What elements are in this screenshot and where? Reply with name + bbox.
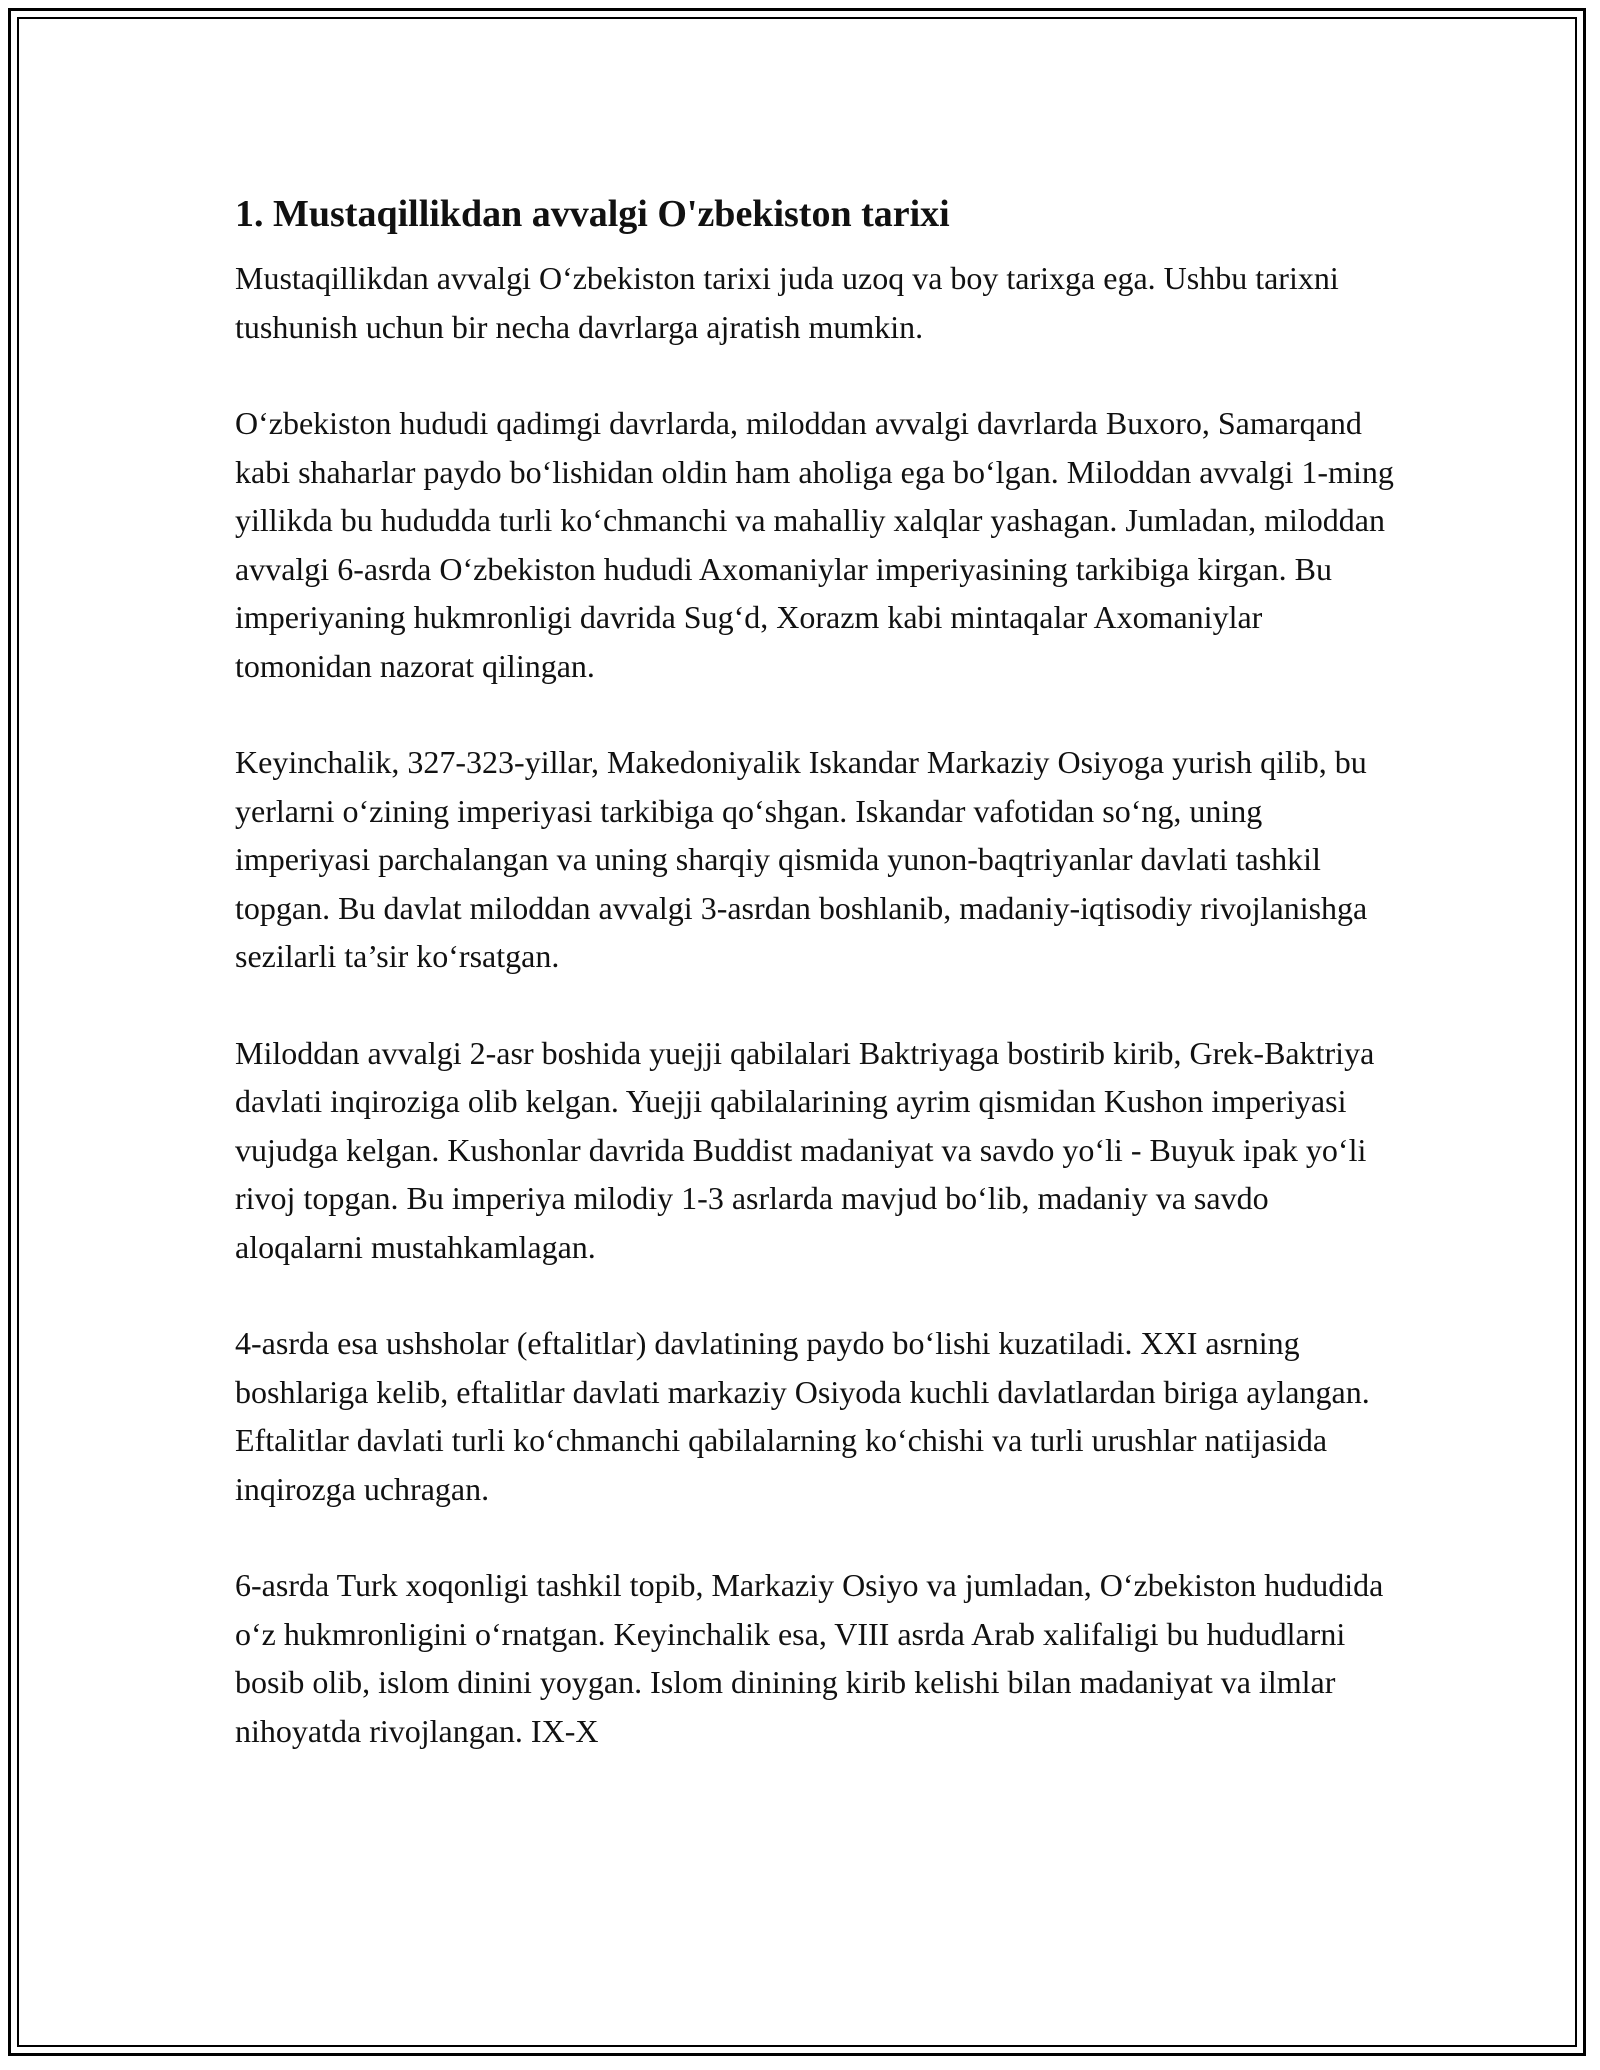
paragraph-2: O‘zbekiston hududi qadimgi davrlarda, miloddan avvalgi davrlarda Buxoro, Samarqand kabi shaharlar paydo bo‘lishidan oldin ham aholiga ega bo‘lgan. Miloddan avvalgi 1-ming yillikda bu hududda turli ko‘chmanchi va mahalliy xalqlar yashagan. Jumladan, miloddan avvalgi 6-asrda O‘zbekiston hududi Axomaniylar imperiyasining tarkibiga kirgan. Bu imperiyaning hukmronligi davrida Sug‘d, Xorazm kabi mintaqalar Axomaniylar tomonidan nazorat qilingan.: [235, 405, 1394, 684]
document-body: [235, 188, 1395, 1803]
paragraph-4: Miloddan avvalgi 2-asr boshida yuejji qabilalari Baktriyaga bostirib kirib, Grek-Baktriya davlati inqiroziga olib kelgan. Yuejji qabilalarining ayrim qismidan Kushon imperiyasi vujudga kelgan. Kushonlar davrida Buddist madaniyat va savdo yo‘li - Buyuk ipak yo‘li rivoj topgan. Bu imperiya milodiy 1-3 asrlarda mavjud bo‘lib, madaniy va savdo aloqalarni mustahkamlagan.: [235, 1034, 1375, 1265]
document-title: 1. Mustaqillikdan avvalgi O'zbekiston tarixi: [235, 193, 950, 235]
paragraph-6: 6-asrda Turk xoqonligi tashkil topib, Markaziy Osiyo va jumladan, O‘zbekiston hududida o‘z hukmronligini o‘rnatgan. Keyinchalik esa, VIII asrda Arab xalifaligi bu hududlarni bosib olib, islom dinini yoygan. Islom dinining kirib kelishi bilan madaniyat va ilmlar nihoyatda rivojlangan. IX-X: [235, 1567, 1384, 1749]
paragraph-1: Mustaqillikdan avvalgi O‘zbekiston tarixi juda uzoq va boy tarixga ega. Ushbu tarixni tushunish uchun bir necha davrlarga ajratish mumkin.: [235, 260, 1339, 345]
paragraph-3: Keyinchalik, 327-323-yillar, Makedoniyalik Iskandar Markaziy Osiyoga yurish qilib, bu yerlarni o‘zining imperiyasi tarkibiga qo‘shgan. Iskandar vafotidan so‘ng, uning imperiyasi parchalangan va uning sharqiy qismida yunon-baqtriyanlar davlati tashkil topgan. Bu davlat miloddan avvalgi 3-asrdan boshlanib, madaniy-iqtisodiy rivojlanishga sezilarli ta’sir ko‘rsatgan.: [235, 744, 1368, 974]
paragraph-5: 4-asrda esa ushsholar (eftalitlar) davlatining paydo bo‘lishi kuzatiladi. XXI asrning boshlariga kelib, eftalitlar davlati markaziy Osiyoda kuchli davlatlardan biriga aylangan. Eftalitlar davlati turli ko‘chmanchi qabilalarning ko‘chishi va turli urushlar natijasida inqirozga uchragan.: [235, 1325, 1370, 1507]
